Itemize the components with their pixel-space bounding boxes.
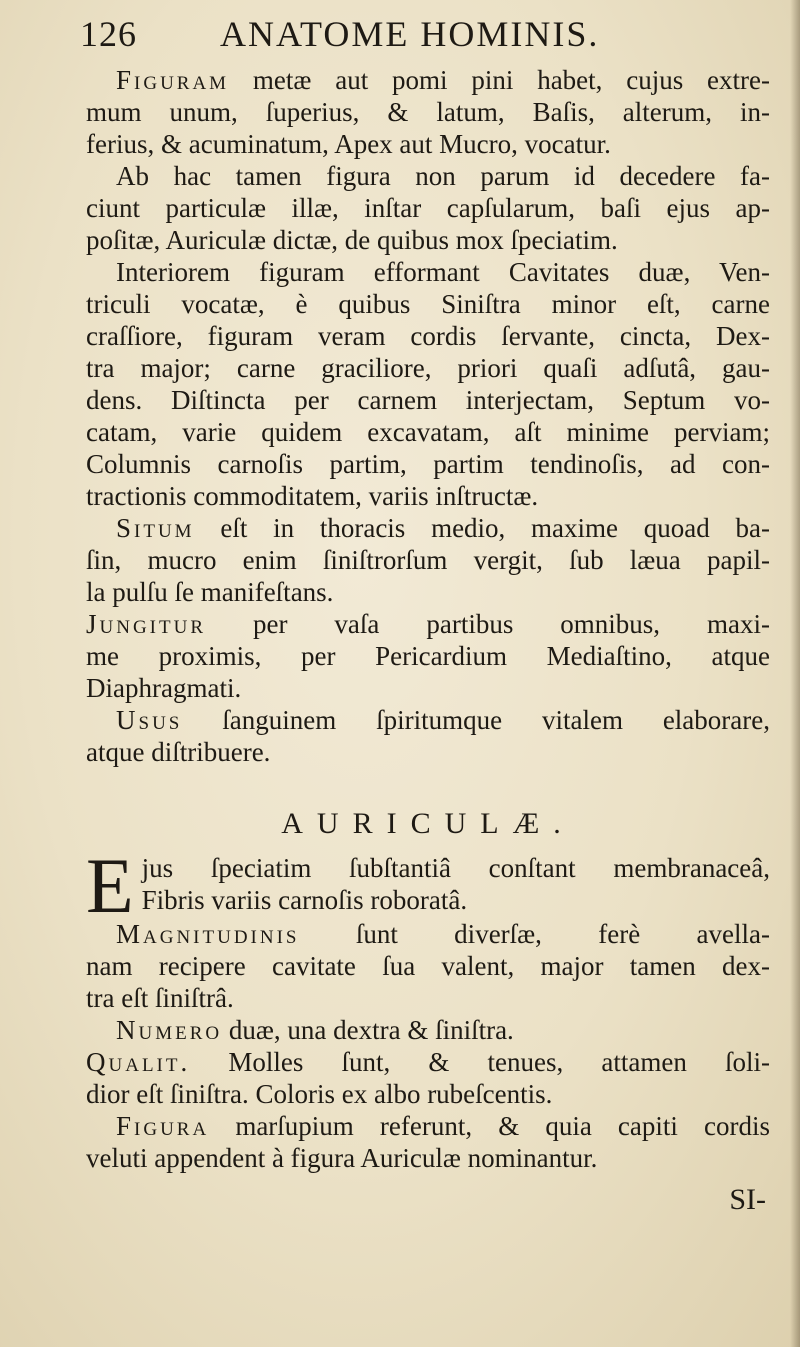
drop-cap: E [86, 842, 134, 929]
text-line: Figuram metæ aut pomi pini habet, cujus extre- [116, 65, 770, 95]
text-line: catam, varie quidem excavatam, aſt minime perviam; [86, 417, 770, 447]
paragraph-lead: Jungitur [86, 609, 206, 639]
paragraph-qualit [86, 1046, 770, 1110]
paragraph-lead: Situm [116, 513, 195, 543]
text-line: ciunt particulæ illæ, inſtar capſularum, baſi ejus ap- [86, 193, 770, 223]
text-line: la pulſu ſe manifeſtans. [86, 577, 334, 607]
text-line: jus ſpeciatim ſubſtantiâ conſtant membranaceâ, [141, 853, 770, 883]
catchword: SI- [729, 1183, 766, 1216]
paragraph-usus [86, 704, 770, 768]
text-line: tra major; carne graciliore, priori quaſi adſutâ, gau- [86, 353, 770, 383]
text-line: poſitæ, Auriculæ dictæ, de quibus mox ſpeciatim. [86, 225, 618, 255]
text-line: ferius, & acuminatum, Apex aut Mucro, vocatur. [86, 129, 611, 159]
text-line: Usus ſanguinem ſpiritumque vitalem elaborare, [116, 705, 770, 735]
paragraph-interiorem [86, 256, 770, 512]
paragraph-ab-hac [86, 160, 770, 256]
page-edge-shadow [790, 0, 800, 1347]
section-title: AURICULÆ. [281, 807, 575, 840]
text-line: tractionis commoditatem, variis inſtructæ. [86, 481, 539, 511]
paragraph-lead: Figuram [116, 65, 230, 95]
paragraph-situm [86, 512, 770, 608]
text-line: Interiorem figuram efformant Cavitates duæ, Ven- [116, 257, 770, 287]
running-title: ANATOME HOMINIS. [220, 14, 600, 54]
text-line: Ab hac tamen figura non parum id decedere fa- [116, 161, 770, 191]
text-line: ſin, mucro enim ſiniſtrorſum vergit, ſub læua papil- [86, 545, 770, 575]
paragraph-jungitur [86, 608, 770, 704]
page-header [80, 14, 770, 54]
text-line: me proximis, per Pericardium Mediaſtino, atque [86, 641, 770, 671]
paragraph-figura [86, 1110, 770, 1174]
paragraph-numero [86, 1014, 770, 1046]
paragraph-lead: Usus [116, 705, 183, 735]
paragraph-lead: Numero [116, 1015, 223, 1045]
paragraph-figuram [86, 64, 770, 160]
text-line: dens. Diſtincta per carnem interjectam, Septum vo- [86, 385, 770, 415]
text-line: dior eſt ſiniſtra. Coloris ex albo rubeſcentis. [86, 1079, 553, 1109]
paragraph-ejus [86, 842, 770, 929]
text-line: craſſiore, figuram veram cordis ſervante, cincta, Dex- [86, 321, 770, 351]
text-line: Diaphragmati. [86, 673, 242, 703]
text-line: triculi vocatæ, è quibus Siniſtra minor eſt, carne [86, 289, 770, 319]
paragraph-lead: Magnitudinis [116, 919, 300, 949]
text-line: Numero duæ, una dextra & ſiniſtra. [116, 1015, 514, 1045]
page-number: 126 [80, 14, 137, 54]
paragraph-lead: Figura [116, 1111, 210, 1141]
paragraph-magnitudinis [86, 918, 770, 1014]
text-line: Magnitudinis ſunt diverſæ, ferè avella- [116, 919, 770, 949]
text-line: Fibris variis carnoſis roboratâ. [141, 885, 468, 915]
text-line: Jungitur per vaſa partibus omnibus, maxi- [86, 609, 770, 639]
text-line: tra eſt ſiniſtrâ. [86, 983, 234, 1013]
text-line: Situm eſt in thoracis medio, maxime quoad ba- [116, 513, 770, 543]
text-line: veluti appendent à figura Auriculæ nominantur. [86, 1143, 598, 1173]
text-line: Qualit. Molles ſunt, & tenues, attamen ſoli- [86, 1047, 770, 1077]
text-line: Figura marſupium referunt, & quia capiti cordis [116, 1111, 771, 1141]
paragraph-lead: Qualit. [86, 1047, 191, 1077]
text-line: nam recipere cavitate ſua valent, major tamen dex- [86, 951, 770, 981]
text-line: atque diſtribuere. [86, 737, 271, 767]
text-line: Columnis carnoſis partim, partim tendinoſis, ad con- [86, 449, 770, 479]
text-line: mum unum, ſuperius, & latum, Baſis, alterum, in- [86, 97, 770, 127]
